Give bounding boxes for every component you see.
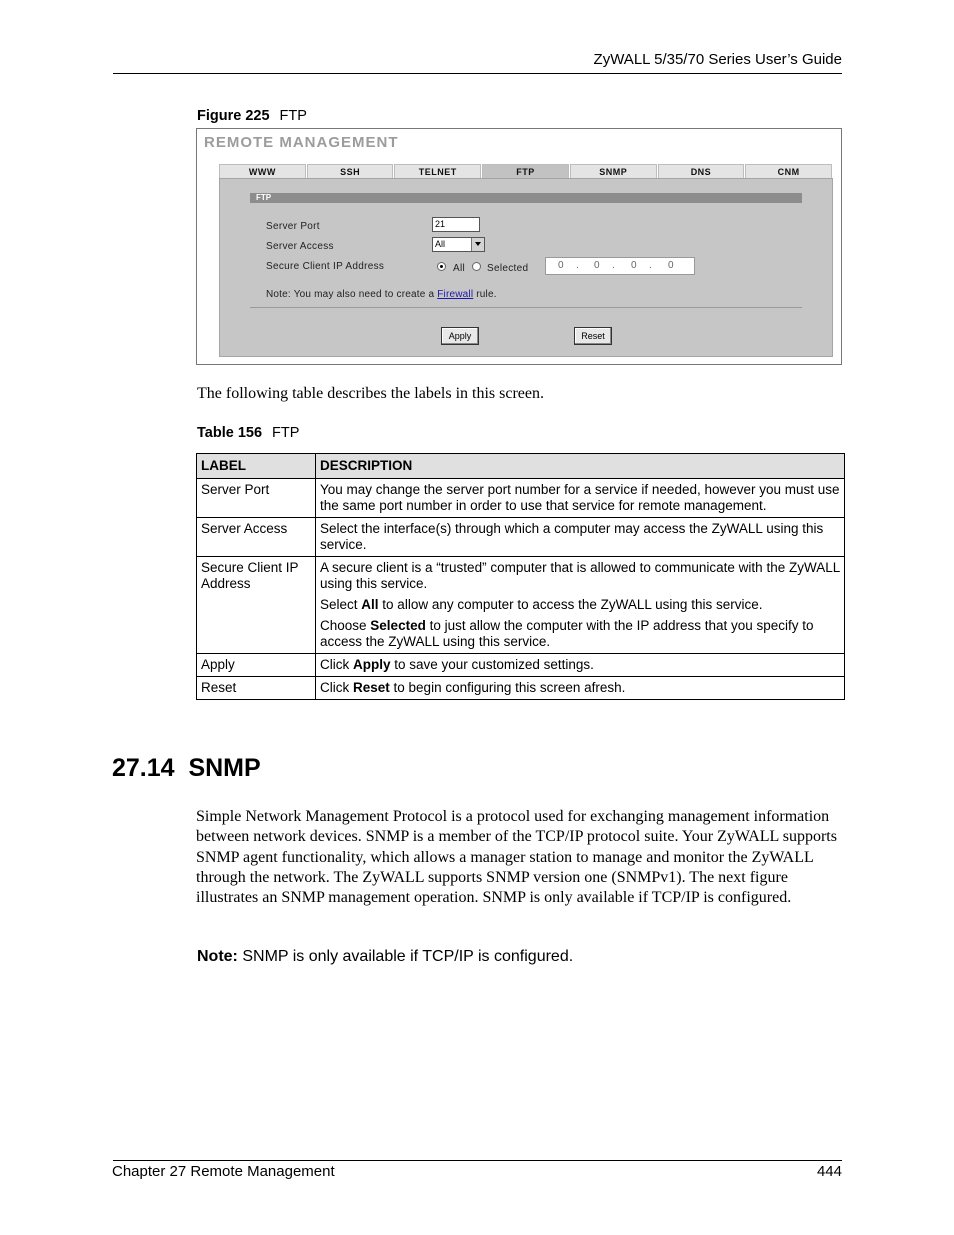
row-description: You may change the server port number for a service if needed, however you must use the same port number in order to use that service for remote management.	[316, 479, 845, 518]
ftp-labels-table	[196, 453, 845, 700]
header-rule	[113, 73, 842, 74]
panel-divider	[250, 307, 802, 308]
row-description: Select the interface(s) through which a computer may access the ZyWALL using this service.	[316, 518, 845, 557]
ip-octet-3: 0	[631, 260, 637, 271]
firewall-note	[266, 289, 497, 300]
table-caption	[197, 425, 299, 441]
ip-octet-2: 0	[594, 260, 600, 271]
server-port-input[interactable]: 21	[432, 217, 480, 232]
table-row	[197, 677, 845, 700]
note-suffix: rule.	[476, 289, 497, 300]
table-row	[197, 518, 845, 557]
tab-ssh[interactable]: SSH	[307, 164, 394, 180]
reset-button[interactable]: Reset	[574, 327, 612, 345]
column-header-description: DESCRIPTION	[316, 454, 845, 479]
secure-client-ip-label: Secure Client IP Address	[266, 261, 385, 272]
table-row	[197, 557, 845, 654]
row-label: Secure Client IP Address	[197, 557, 316, 654]
intro-text: The following table describes the labels in this screen.	[197, 385, 545, 402]
ip-separator: .	[576, 260, 579, 271]
note-text: SNMP is only available if TCP/IP is configured.	[237, 948, 574, 965]
tab-www[interactable]: WWW	[219, 164, 306, 180]
bold-term: Reset	[353, 680, 390, 695]
snmp-note	[197, 948, 573, 966]
radio-selected-label: Selected	[487, 263, 529, 274]
bold-term: Selected	[370, 618, 426, 633]
page-number: 444	[816, 1163, 842, 1180]
table-row	[197, 479, 845, 518]
running-header: ZyWALL 5/35/70 Series User’s Guide	[593, 51, 842, 68]
tab-bar	[219, 164, 833, 178]
text-run: Click	[320, 657, 353, 672]
tab-cnm[interactable]: CNM	[745, 164, 832, 180]
ip-separator: .	[612, 260, 615, 271]
radio-all[interactable]	[437, 262, 446, 271]
text-run: Click	[320, 680, 353, 695]
text-run: Choose	[320, 618, 371, 633]
secure-client-ip-input[interactable]	[545, 257, 695, 275]
table-caption-text: FTP	[272, 425, 300, 441]
note-prefix: Note: You may also need to create a	[266, 289, 435, 300]
description-paragraph	[320, 597, 840, 613]
row-label: Apply	[197, 654, 316, 677]
tab-ftp[interactable]: FTP	[482, 164, 569, 180]
bold-term: All	[361, 597, 379, 612]
apply-button[interactable]: Apply	[441, 327, 479, 345]
ftp-screen-figure	[196, 128, 842, 365]
row-label: Reset	[197, 677, 316, 700]
radio-all-label: All	[453, 263, 466, 274]
ip-octet-4: 0	[668, 260, 674, 271]
radio-selected[interactable]	[472, 262, 481, 271]
table-number: Table 156	[197, 425, 263, 441]
text-run: to save your customized settings.	[390, 657, 594, 672]
row-description	[316, 557, 845, 654]
description-paragraph: A secure client is a “trusted” computer that is allowed to communicate with the ZyWALL using this service.	[320, 560, 840, 591]
table-row	[197, 654, 845, 677]
ip-separator: .	[649, 260, 652, 271]
snmp-paragraph: Simple Network Management Protocol is a protocol used for exchanging management information between network devices. SNMP is a member of the TCP/IP protocol suite. Your ZyWALL supports SNMP agent functionality, which allows a manager station to manage and monitor the ZyWALL through the network. The ZyWALL supports SNMP version one (SNMPv1). The next figure illustrates an SNMP management operation. SNMP is only available if TCP/IP is configured.	[196, 808, 837, 907]
row-description	[316, 654, 845, 677]
bold-term: Apply	[353, 657, 391, 672]
table-header-row	[197, 454, 845, 479]
text-run: to allow any computer to access the ZyWALL using this service.	[378, 597, 763, 612]
description-paragraph	[320, 618, 840, 650]
server-port-label: Server Port	[266, 221, 320, 232]
figure-caption-text: FTP	[279, 108, 307, 124]
ftp-section-bar: FTP	[250, 193, 802, 203]
tab-snmp[interactable]: SNMP	[570, 164, 657, 180]
tab-telnet[interactable]: TELNET	[394, 164, 481, 180]
remote-management-title: REMOTE MANAGEMENT	[204, 134, 399, 151]
footer-chapter: Chapter 27 Remote Management	[112, 1163, 335, 1180]
server-access-select[interactable]	[432, 237, 485, 252]
text-run: to just allow the computer with the IP address that you specify to access the ZyWALL using this service.	[320, 618, 814, 649]
figure-number: Figure 225	[197, 108, 270, 124]
firewall-link[interactable]: Firewall	[437, 289, 474, 300]
ip-octet-1: 0	[558, 260, 564, 271]
note-label: Note:	[197, 948, 238, 965]
row-label: Server Port	[197, 479, 316, 518]
text-run: Select	[320, 597, 362, 612]
row-description	[316, 677, 845, 700]
server-access-value: All	[435, 239, 446, 249]
text-run: to begin configuring this screen afresh.	[389, 680, 626, 695]
server-access-label: Server Access	[266, 241, 334, 252]
chevron-down-icon[interactable]	[471, 238, 484, 251]
row-label: Server Access	[197, 518, 316, 557]
column-header-label: LABEL	[197, 454, 316, 479]
footer-rule	[113, 1160, 842, 1161]
tab-dns[interactable]: DNS	[658, 164, 745, 180]
section-heading: 27.14 SNMP	[112, 754, 261, 782]
figure-caption	[197, 108, 307, 124]
ftp-panel	[219, 178, 833, 357]
